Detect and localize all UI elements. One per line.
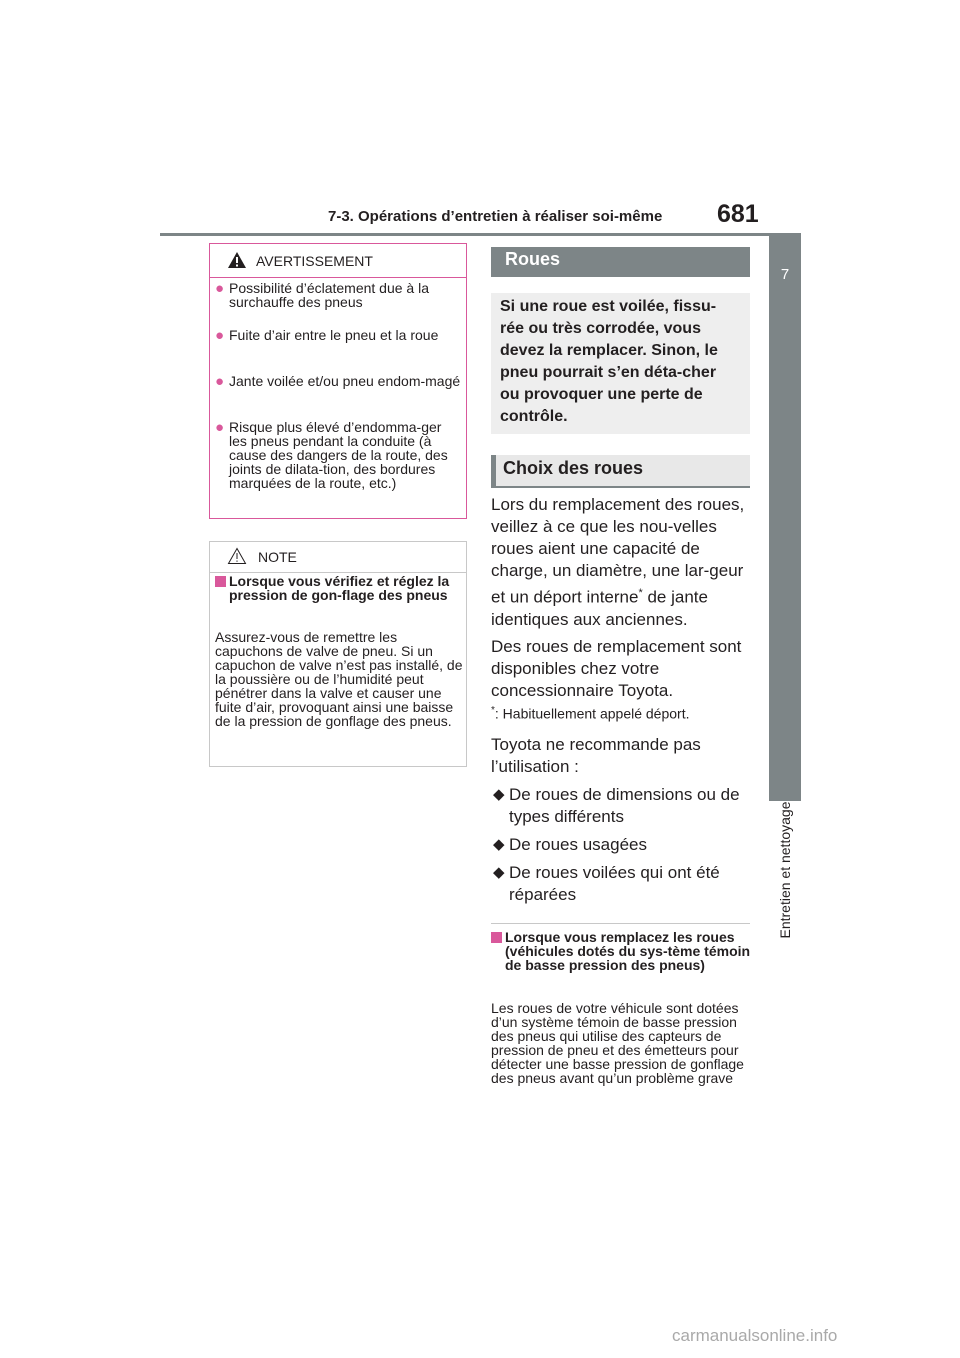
section-title: 7-3. Opérations d’entretien à réaliser soi-même — [328, 208, 663, 225]
chapter-number: 7 — [780, 266, 790, 283]
warning-triangle-icon — [227, 251, 247, 274]
diamond-bullet-icon: ◆ — [493, 786, 505, 803]
warning-item-text: Jante voilée et/ou pneu endom-magé — [229, 373, 461, 389]
list-item — [491, 862, 753, 906]
note-subtitle: Lorsque vous vérifiez et réglez la pression de gon-flage des pneus — [229, 573, 450, 603]
square-bullet-icon — [491, 932, 502, 943]
info-subtitle: Lorsque vous remplacez les roues (véhicules dotés du sys-tème témoin de basse pression des pneus) — [505, 929, 751, 973]
footnote-ref: * — [638, 587, 643, 599]
section-heading: Roues — [505, 249, 561, 269]
warning-item-text: Possibilité d’éclatement due à la surchauffe des pneus — [229, 280, 430, 310]
page-number: 681 — [717, 200, 759, 228]
bullet-dot-icon: ● — [215, 373, 225, 390]
bullet-dot-icon: ● — [215, 327, 225, 344]
warning-item-text: Fuite d’air entre le pneu et la roue — [229, 327, 439, 343]
list-item — [491, 784, 753, 828]
note-triangle-icon — [227, 547, 247, 570]
heading-accent — [491, 455, 496, 486]
header-divider — [160, 233, 801, 236]
bullet-dot-icon: ● — [215, 419, 225, 436]
lead-text: Si une roue est voilée, fissu-rée ou très corrodée, vous devez la remplacer. Sinon, le pneu pourrait s’en déta-cher ou provoquer une perte de contrôle. — [500, 298, 718, 425]
diamond-bullet-icon: ◆ — [493, 864, 505, 881]
paragraph: Toyota ne recommande pas l’utilisation : — [491, 735, 701, 776]
footnote-mark: * — [491, 705, 495, 716]
warning-item-text: Risque plus élevé d’endomma-ger les pneus pendant la conduite (à cause des dangers de la route, des joints de dilata-tion, des bordures marquées de la route, etc.) — [229, 419, 448, 491]
paragraph-text: Lors du remplacement des roues, veillez à ce que les nou-velles roues aient une capacité de charge, un diamètre, une lar-geur et un déport interne — [491, 495, 745, 607]
chapter-tab — [769, 236, 801, 801]
warning-header — [210, 244, 466, 278]
paragraph-text: de jante identiques aux anciennes. — [491, 587, 708, 629]
note-box — [209, 541, 467, 767]
info-body: Les roues de votre véhicule sont dotées d’un système témoin de basse pression des pneus qui utilise des capteurs de pression de pneu et des émetteurs pour détecter une basse pression de gonflage des pneus avant qu’un problème grave — [491, 1000, 744, 1086]
footnote-text: : Habituellement appelé déport. — [494, 705, 690, 722]
note-body: Assurez-vous de remettre les capuchons de valve de pneu. Si un capuchon de valve n’est pas installé, de la poussière ou de l’humidité peut pénétrer dans la valve et causer une fuite d’air, provoquant ainsi une baisse de la pression de gonflage des pneus. — [215, 629, 463, 729]
warning-title: AVERTISSEMENT — [256, 253, 373, 269]
section-divider — [491, 923, 750, 924]
subsection-heading: Choix des roues — [503, 458, 644, 478]
warning-box — [209, 243, 467, 519]
bullet-dot-icon: ● — [215, 280, 225, 297]
paragraph: Des roues de remplacement sont disponibles chez votre concessionnaire Toyota. — [491, 637, 742, 700]
note-header — [210, 542, 466, 573]
heading-underline — [491, 486, 750, 488]
list-item-text: De roues usagées — [509, 835, 647, 854]
list-item-text: De roues de dimensions ou de types différents — [509, 785, 740, 826]
note-title: NOTE — [258, 549, 297, 565]
chapter-label: Entretien et nettoyage — [777, 801, 793, 939]
square-bullet-icon — [215, 576, 226, 587]
paragraph — [491, 494, 753, 631]
watermark: carmanualsonline.info — [672, 1326, 838, 1345]
list-item — [491, 834, 753, 856]
diamond-bullet-icon: ◆ — [493, 836, 505, 853]
list-item-text: De roues voilées qui ont été réparées — [509, 863, 720, 904]
footnote — [491, 705, 689, 722]
